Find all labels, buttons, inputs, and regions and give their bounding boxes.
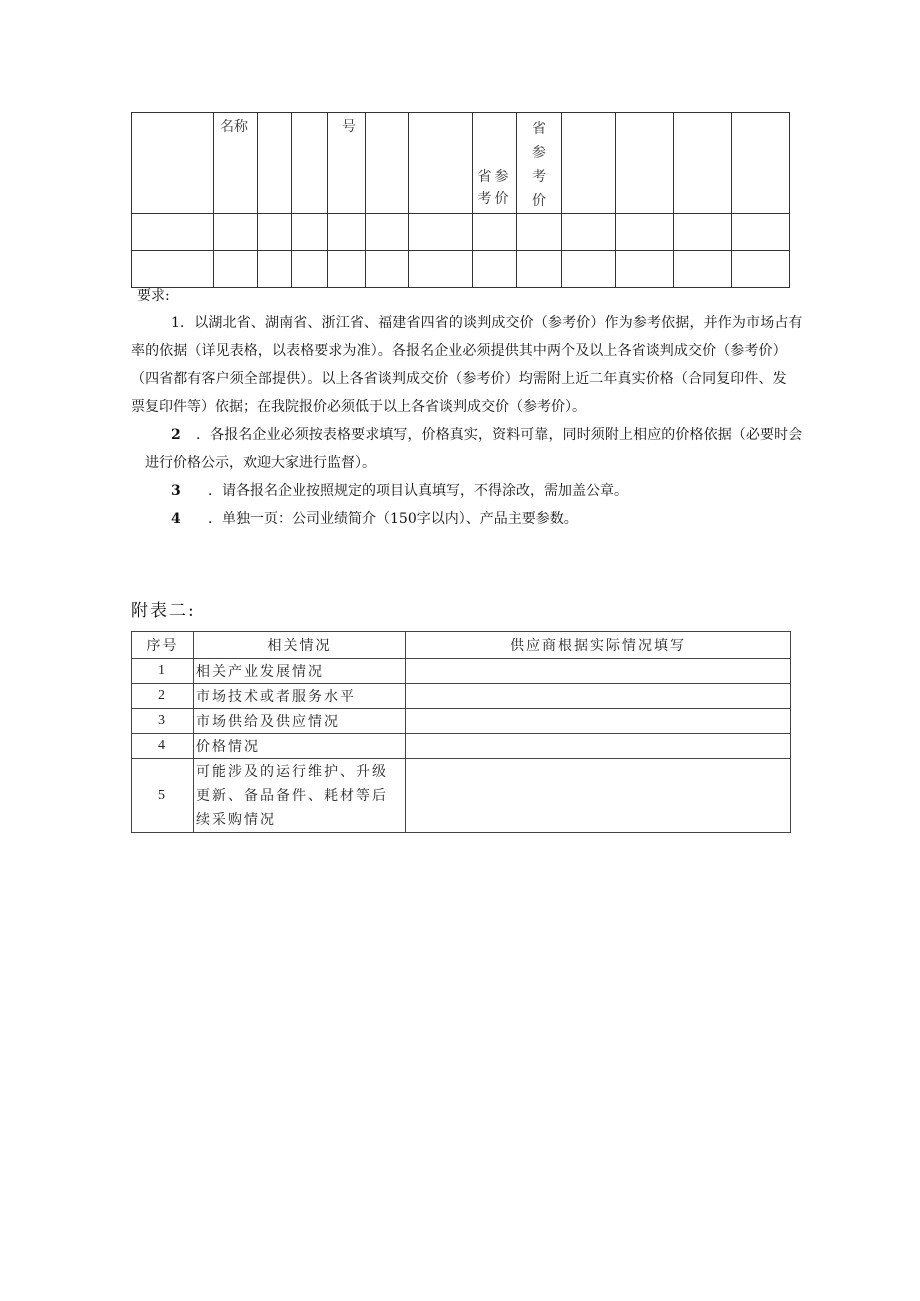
header-label: 省参 (477, 169, 512, 185)
table-cell[interactable] (258, 251, 292, 288)
requirement-3-number: 3 (171, 483, 181, 499)
row-number: 5 (132, 759, 194, 833)
table-cell[interactable] (409, 214, 473, 251)
header-cell (616, 113, 674, 214)
table-row (132, 251, 790, 288)
row-number: 4 (132, 734, 194, 759)
table-cell[interactable] (214, 214, 258, 251)
table-cell[interactable] (214, 251, 258, 288)
table-header-row (132, 632, 791, 659)
table-cell[interactable] (409, 251, 473, 288)
table-header-row (132, 113, 790, 214)
row-fill-cell[interactable] (406, 759, 791, 833)
table-cell[interactable] (517, 214, 562, 251)
requirement-2-number: 2 (171, 427, 181, 443)
table-cell[interactable] (292, 214, 328, 251)
row-item-line: 可能涉及的运行维护、升级 (196, 763, 388, 780)
header-cell (366, 113, 409, 214)
table-row (132, 659, 791, 684)
row-fill-cell[interactable] (406, 709, 791, 734)
table-row (132, 759, 791, 833)
market-info-table (131, 631, 791, 833)
requirement-2-line-1: ．各报名企业必须按表格要求填写，价格真实，资料可靠，同时须附上相应的价格依据（必要时会 (196, 427, 803, 443)
table-row (132, 684, 791, 709)
row-number: 3 (132, 709, 194, 734)
header-cell (409, 113, 473, 214)
table-row (132, 214, 790, 251)
table-cell[interactable] (674, 214, 732, 251)
table-cell[interactable] (292, 251, 328, 288)
header-serial: 序号 (132, 632, 194, 659)
header-char: 价 (532, 193, 546, 209)
header-cell (292, 113, 328, 214)
requirement-1-line-3: （四省都有客户须全部提供）。以上各省谈判成交价（参考价）均需附上近二年真实价格（合同复印件、发 (131, 371, 787, 387)
table-cell[interactable] (473, 214, 517, 251)
header-char: 省 (532, 121, 546, 137)
row-number: 1 (132, 659, 194, 684)
row-item: 市场供给及供应情况 (194, 709, 406, 734)
table-cell[interactable] (258, 214, 292, 251)
requirement-4-text: ．单独一页：公司业绩简介（150字以内）、产品主要参数。 (208, 511, 578, 527)
header-label: 号 (342, 119, 356, 135)
header-label: 考价 (477, 191, 512, 207)
header-char: 参 (532, 145, 546, 161)
table-cell[interactable] (674, 251, 732, 288)
table-cell[interactable] (328, 251, 366, 288)
price-reference-table (131, 112, 790, 288)
row-fill-cell[interactable] (406, 734, 791, 759)
table-cell[interactable] (616, 214, 674, 251)
table-cell[interactable] (616, 251, 674, 288)
header-cell (132, 113, 214, 214)
row-item: 相关产业发展情况 (194, 659, 406, 684)
header-cell-province-price-b (517, 113, 562, 214)
header-cell (562, 113, 616, 214)
requirement-1-line-4: 票复印件等）依据；在我院报价必须低于以上各省谈判成交价（参考价）。 (131, 399, 586, 415)
requirements-title: 要求: (137, 288, 170, 304)
row-number: 2 (132, 684, 194, 709)
row-item: 价格情况 (194, 734, 406, 759)
header-label: 名称 (220, 119, 248, 135)
table-cell[interactable] (366, 214, 409, 251)
requirement-1-line-1: 1．以湖北省、湖南省、浙江省、福建省四省的谈判成交价（参考价）作为参考依据，并作为市场占有 (171, 315, 803, 331)
table-cell[interactable] (562, 251, 616, 288)
table-cell[interactable] (473, 251, 517, 288)
table-cell[interactable] (562, 214, 616, 251)
table-cell[interactable] (732, 214, 790, 251)
requirement-4-number: 4 (171, 511, 181, 527)
table-cell[interactable] (366, 251, 409, 288)
row-fill-cell[interactable] (406, 659, 791, 684)
row-fill-cell[interactable] (406, 684, 791, 709)
header-related-situation: 相关情况 (194, 632, 406, 659)
table-cell[interactable] (732, 251, 790, 288)
header-char: 考 (532, 169, 546, 185)
table-cell[interactable] (517, 251, 562, 288)
requirement-1-line-2: 率的依据（详见表格，以表格要求为准）。各报名企业必须提供其中两个及以上各省谈判成交价（参考价） (131, 343, 787, 359)
table-cell[interactable] (132, 214, 214, 251)
header-supplier-fill: 供应商根据实际情况填写 (406, 632, 791, 659)
row-item-line: 续采购情况 (196, 811, 276, 828)
appendix-2-title: 附表二: (131, 601, 196, 621)
header-cell-name (214, 113, 258, 214)
row-item (194, 759, 406, 833)
requirement-2-line-2: 进行价格公示，欢迎大家进行监督）。 (145, 455, 376, 471)
header-cell-number (328, 113, 366, 214)
header-cell (258, 113, 292, 214)
header-cell (674, 113, 732, 214)
row-item-line: 更新、备品备件、耗材等后 (196, 787, 388, 804)
table-row (132, 734, 791, 759)
table-row (132, 709, 791, 734)
header-cell (732, 113, 790, 214)
row-item: 市场技术或者服务水平 (194, 684, 406, 709)
requirement-3-text: ．请各报名企业按照规定的项目认真填写，不得涂改，需加盖公章。 (208, 483, 628, 499)
table-cell[interactable] (328, 214, 366, 251)
header-cell-province-price-a (473, 113, 517, 214)
